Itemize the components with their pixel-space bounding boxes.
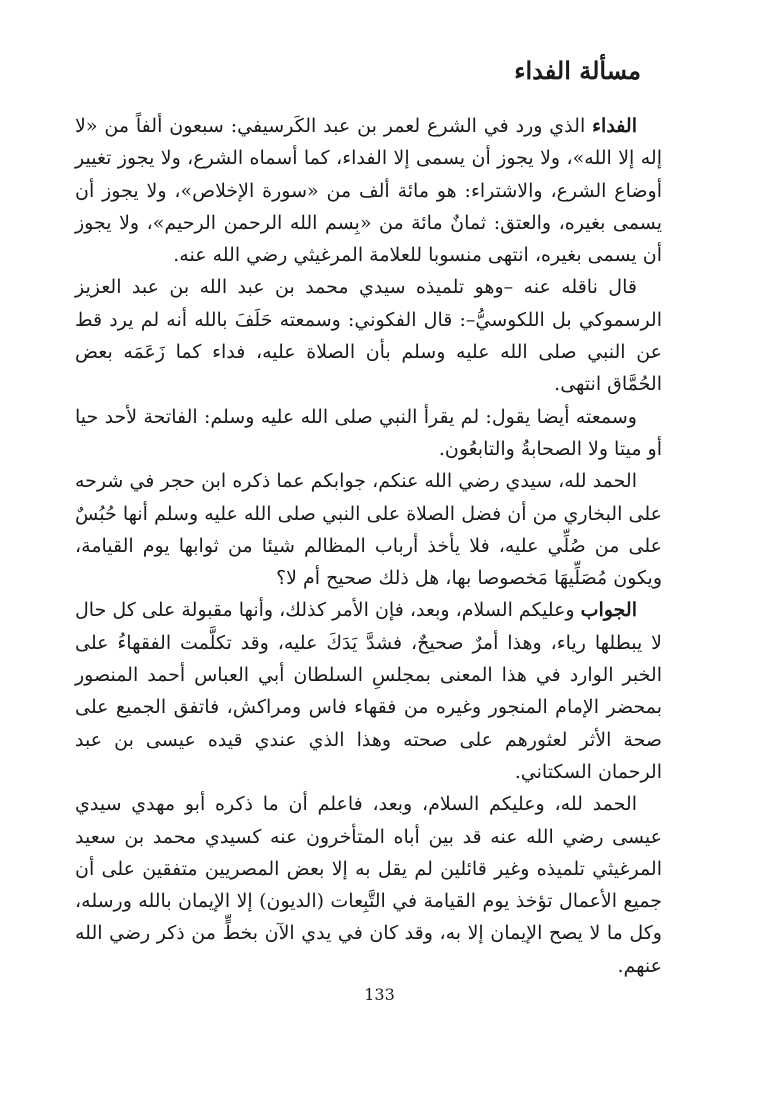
paragraph-text: وعليكم السلام، وبعد، فإن الأمر كذلك، وأنها مقبولة على كل حال لا يبطلها رياء، وهذا أمرٌ صحيحٌ، فشدَّ يَدَكَ عليه، وقد تكلَّمت الفقهاءُ على الخبر الوارد في هذا المعنى بمجلسِ السلطان أبي العباس أحمد المنصور بمحضر الإمام المنجور وغيره من فقهاء فاس ومراكش، فاتفق الجميع على صحة الأثر لعثورهم على صحته وهذا الذي عندي قيده عيسى بن عبد الرحمان السكتاني.: [75, 599, 662, 783]
paragraph: [75, 110, 662, 271]
page-title: مسألة الفداء: [514, 56, 641, 85]
paragraph-text: الحمد لله، وعليكم السلام، وبعد، فاعلم أن ما ذكره أبو مهدي سيدي عيسى رضي الله عنه قد بين أباه المتأخرون عنه كسيدي محمد بن سعيد المرغيثي تلميذه وغير قائلين لم يقل به إلا بعض المصريين متفقين على أن جميع الأعمال تؤخذ يوم القيامة في التَّبِعات (الديون) إلا الإيمان بالله ورسله، وكل ما لا يصح الإيمان إلا به، وقد كان في يدي الآن بخطٍّ من ذكر رضي الله عنهم.: [75, 793, 662, 977]
paragraph: [75, 401, 662, 466]
paragraph-text: وسمعته أيضا يقول: لم يقرأ النبي صلى الله عليه وسلم: الفاتحة لأحد حيا أو ميتا ولا الصحابةُ والتابعُون.: [75, 405, 662, 460]
paragraph: [75, 271, 662, 400]
page-number: 133: [364, 985, 395, 1004]
paragraph: [75, 594, 662, 788]
paragraph: [75, 465, 662, 594]
paragraph-text: الحمد لله، سيدي رضي الله عنكم، جوابكم عما ذكره ابن حجر في شرحه على البخاري من أن فضل الصلاة على النبي صلى الله عليه وسلم أنها حُبُسٌ على من صُلِّي عليه، فلا يأخذ أرباب المظالم شيئا من ثوابها يوم القيامة، ويكون مُصَلِّيهَا مَخصوصا بها، هل ذلك صحيح أم لا؟: [75, 470, 662, 590]
paragraph-lead: الفداء: [592, 115, 637, 137]
paragraph-lead: الجواب: [580, 599, 637, 622]
paragraph: [75, 788, 662, 982]
paragraph-text: قال ناقله عنه –وهو تلميذه سيدي محمد بن عبد الله بن عبد العزيز الرسموكي بل اللكوسيُّ–: قال الفكوني: وسمعته حَلَفَ بالله أنه لم يرد قط عن النبي صلى الله عليه وسلم بأن الصلاة عليه، فداء كما زَعَمَه بعض الحُمَّاق انتهى.: [75, 276, 662, 396]
paragraph-text: الذي ورد في الشرع لعمر بن عبد الكَرسيفي: سبعون ألفاً من «لا إله إلا الله»، ولا يجوز أن يسمى إلا الفداء، كما أسماه الشرع، ولا يجوز تغيير أوضاع الشرع، والاشتراء: هو مائة ألف من «سورة الإخلاص»، ولا يجوز أن يسمى بغيره، والعتق: ثمانٌ مائة من «بِسم الله الرحمن الرحيم»، ولا يجوز أن يسمى بغيره، انتهى منسوبا للعلامة المرغيثي رضي الله عنه.: [75, 115, 662, 267]
body-text: [75, 110, 662, 982]
